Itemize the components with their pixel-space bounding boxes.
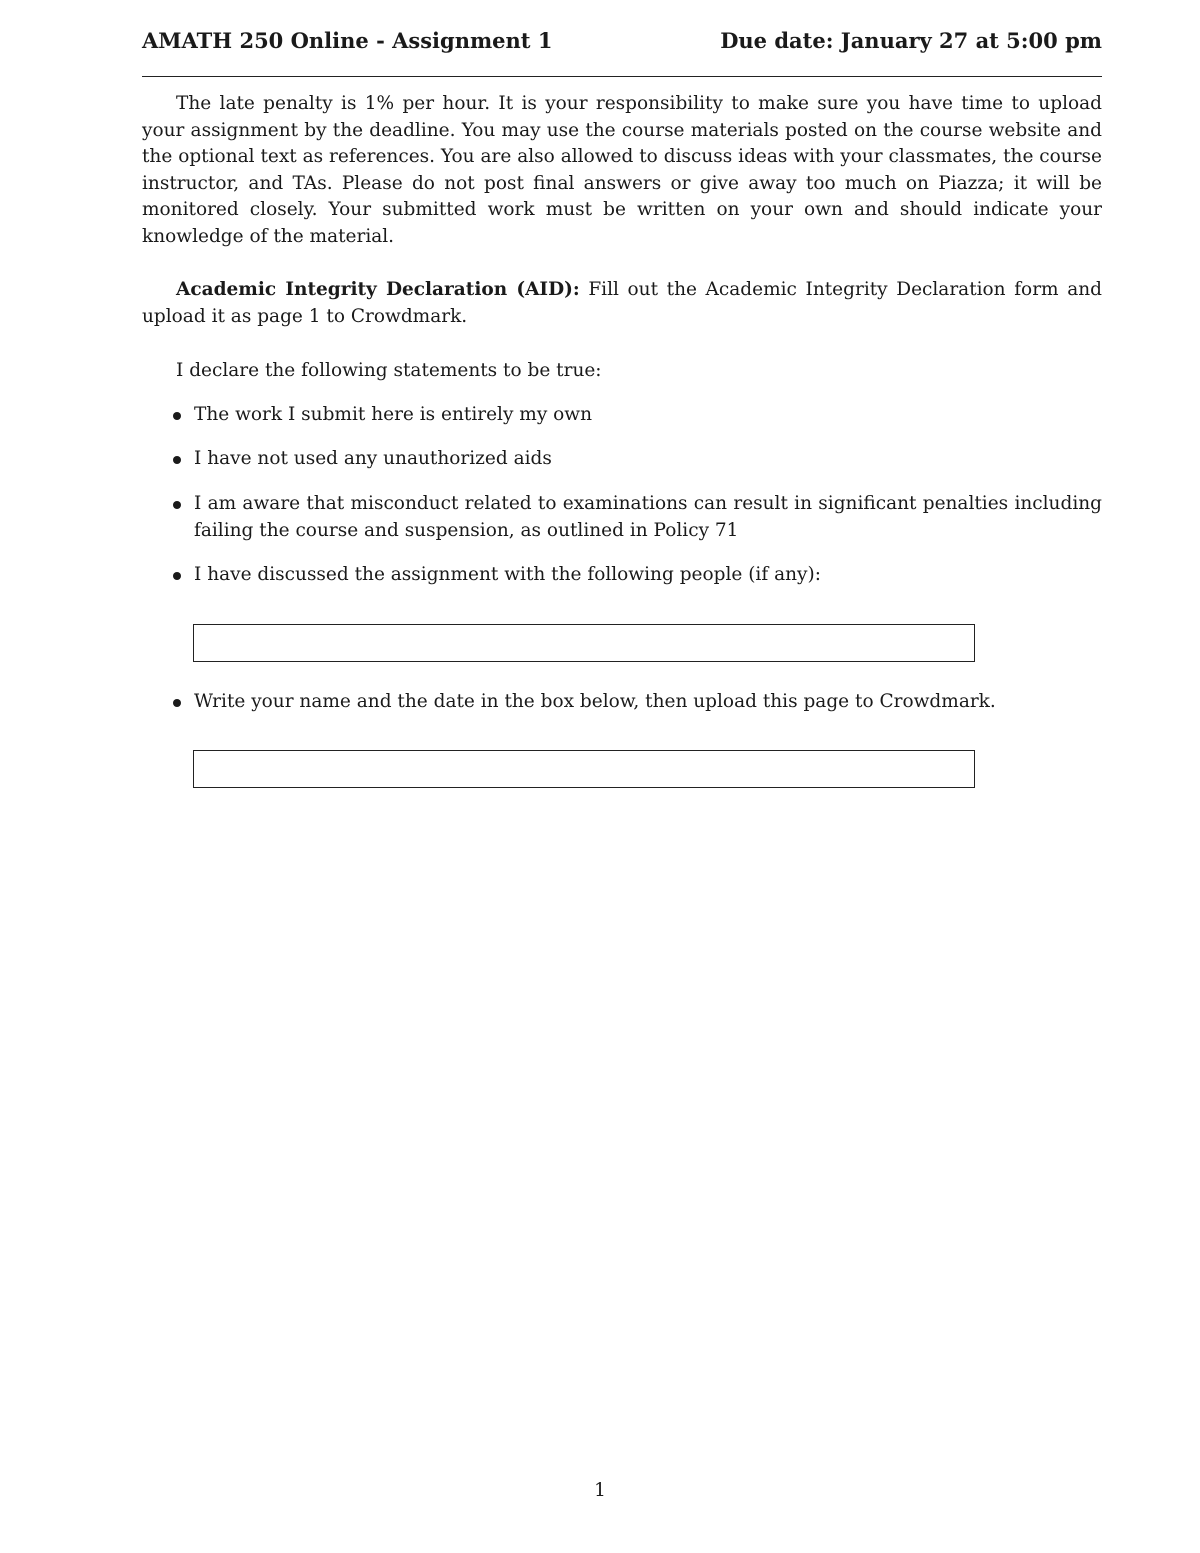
aid-heading: Academic Integrity Declaration (AID):: [176, 279, 580, 300]
list-item: [194, 402, 1102, 429]
name-date-box[interactable]: [193, 750, 975, 788]
bullet-icon: [173, 572, 181, 580]
assignment-title: AMATH 250 Online - Assignment 1: [142, 28, 553, 53]
bullet-icon: [173, 699, 181, 707]
aid-paragraph: [142, 277, 1102, 330]
due-date: Due date: January 27 at 5:00 pm: [720, 28, 1102, 53]
statement-text: Write your name and the date in the box below, then upload this page to Crowdmark.: [194, 691, 996, 712]
bullet-icon: [173, 501, 181, 509]
discussed-with-box[interactable]: [193, 624, 975, 662]
page-header: [142, 28, 1102, 58]
statement-text: I have discussed the assignment with the following people (if any):: [194, 564, 821, 585]
intro-paragraph: The late penalty is 1% per hour. It is your responsibility to make sure you have time to upload your assignment by the deadline. You may use the course materials posted on the course website and the optional text as references. You are also allowed to discuss ideas with your classmates, the course instructor, and TAs. Please do not post final answers or give away too much on Piazza; it will be monitored closely. Your submitted work must be written on your own and should indicate your knowledge of the material.: [142, 93, 1102, 247]
header-rule: [142, 76, 1102, 77]
list-item: [194, 491, 1102, 544]
bullet-icon: [173, 456, 181, 464]
statement-text: I am aware that misconduct related to examinations can result in significant penalties including failing the course and suspension, as outlined in Policy 71: [194, 493, 1102, 541]
statement-text: The work I submit here is entirely my own: [194, 404, 593, 425]
list-item: [194, 689, 1102, 716]
list-item: [194, 446, 1102, 473]
list-item: [194, 562, 1102, 589]
statement-text: I have not used any unauthorized aids: [194, 448, 552, 469]
page-number: 1: [594, 1480, 606, 1501]
declaration-intro: I declare the following statements to be true:: [176, 360, 602, 381]
bullet-icon: [173, 412, 181, 420]
aid-instruction: Fill out the Academic Integrity Declaration form and upload it as page 1 to Crowdmark.: [142, 279, 1102, 327]
